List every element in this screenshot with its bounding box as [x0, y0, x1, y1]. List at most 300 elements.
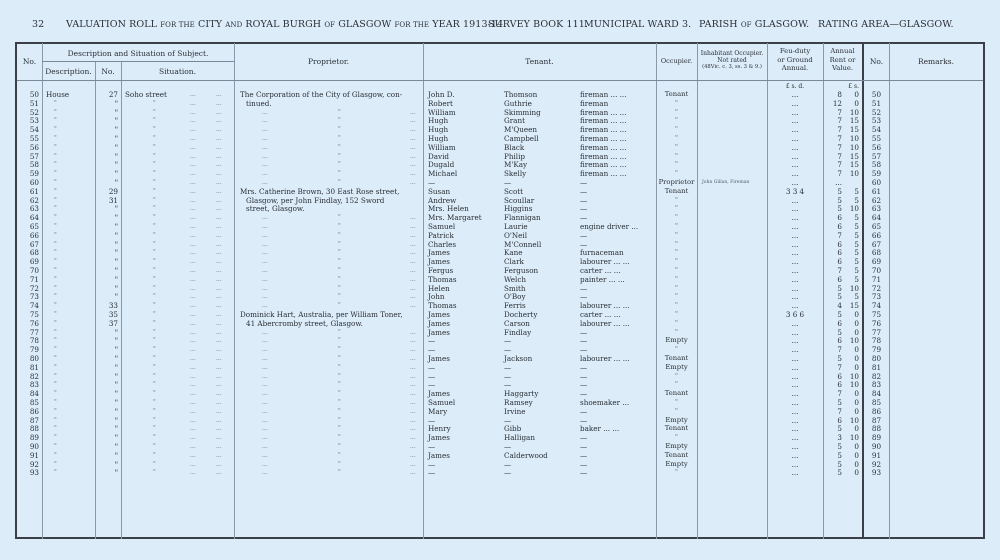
- annual-pounds: 7: [837, 406, 842, 416]
- description: ": [54, 249, 57, 257]
- situation: ": [153, 179, 156, 186]
- street-number: ": [114, 160, 118, 170]
- description: ": [54, 363, 57, 371]
- occupier-status: ": [674, 327, 679, 336]
- situation-leader: ...: [216, 214, 222, 222]
- situation-leader: ...: [216, 407, 222, 415]
- feu-duty: ...: [791, 380, 799, 390]
- tenant-surname: O'Neil: [504, 230, 528, 240]
- entry-no-right: 89: [871, 433, 882, 443]
- situation: ": [153, 328, 156, 336]
- situation: ": [153, 249, 156, 257]
- proprietor-ditto: ": [338, 249, 341, 257]
- table-row: [0, 292, 1000, 301]
- tenant-occupation: baker ... ...: [580, 424, 620, 434]
- street-number: ": [114, 415, 118, 425]
- situation-leader: ...: [190, 126, 196, 134]
- street-number: ": [114, 345, 118, 355]
- annual-pounds: 5: [837, 327, 842, 337]
- annual-pounds: 7: [837, 151, 842, 161]
- entry-no: 67: [29, 239, 39, 249]
- proprietor-leader: ...: [410, 460, 416, 468]
- proprietor-ditto: ": [338, 267, 341, 274]
- header-desc-group: Description and Situation of Subject.: [67, 49, 209, 58]
- feu-units: £ s. d.: [785, 83, 805, 90]
- occupier-status: ": [674, 345, 679, 354]
- table-row: [0, 143, 1000, 152]
- annual-shillings: 5: [854, 239, 859, 249]
- situation-leader: ...: [190, 399, 196, 406]
- tenant-surname: Grant: [504, 116, 525, 126]
- tenant-occupation: fireman: [580, 98, 609, 108]
- header-situation: Situation.: [159, 67, 196, 76]
- annual-pounds: 5: [837, 204, 842, 214]
- street-number: ": [114, 398, 118, 407]
- proprietor-leader: ...: [410, 328, 416, 336]
- annual-pounds: 7: [837, 169, 842, 179]
- proprietor-ditto: ": [338, 152, 341, 160]
- tenant-surname: Haggarty: [504, 389, 539, 399]
- proprietor-leader: ...: [410, 143, 416, 151]
- page-header: [0, 19, 1000, 33]
- street-number: ": [114, 169, 118, 179]
- tenant-first-name: Mrs. Margaret: [428, 213, 482, 223]
- proprietor: ...: [262, 135, 268, 142]
- proprietor: ...: [262, 381, 268, 389]
- proprietor: ...: [262, 231, 268, 239]
- street-number: ": [114, 459, 118, 469]
- situation-leader: ...: [216, 231, 222, 239]
- situation: Soho street: [125, 90, 167, 99]
- entry-no: 51: [29, 98, 39, 108]
- tenant-surname: Laurie: [504, 222, 528, 231]
- street-number: ": [114, 257, 118, 267]
- entry-no: 83: [29, 380, 39, 390]
- header-line: Value.: [831, 64, 854, 72]
- situation-leader: ...: [216, 363, 222, 371]
- situation-leader: ...: [216, 293, 222, 301]
- entry-no: 55: [29, 134, 39, 143]
- tenant-first-name: William: [428, 107, 456, 117]
- annual-pounds: 6: [837, 415, 842, 425]
- street-number: ": [114, 239, 118, 249]
- occupier-status: ": [674, 248, 679, 257]
- tenant-first-name: James: [428, 354, 450, 363]
- tenant-first-name: Susan: [428, 186, 451, 196]
- proprietor: street, Glasgow.: [246, 204, 305, 214]
- tenant-occupation: fireman ... ...: [580, 160, 627, 170]
- annual-pounds: 5: [837, 442, 842, 451]
- situation-leader: ...: [190, 135, 196, 142]
- street-number: ": [114, 230, 118, 240]
- tenant-first-name: John: [428, 292, 445, 302]
- situation-leader: ...: [190, 381, 196, 389]
- table-row: [0, 134, 1000, 143]
- table-row: [0, 284, 1000, 293]
- table-row: [0, 301, 1000, 310]
- inhabitant-occupier: John Gillan, Fireman: [702, 180, 750, 185]
- tenant-surname: Irvine: [504, 406, 526, 416]
- proprietor-ditto: ": [338, 231, 341, 239]
- street-number: ": [114, 178, 118, 187]
- situation: ": [153, 108, 156, 116]
- annual-pounds: 6: [837, 222, 842, 231]
- proprietor: ...: [262, 399, 268, 406]
- tenant-surname: Docherty: [504, 310, 538, 319]
- roll-title: [66, 19, 506, 30]
- annual-shillings: 15: [849, 301, 859, 311]
- tenant-surname: Higgins: [504, 204, 533, 214]
- proprietor: ...: [262, 469, 268, 477]
- tenant-occupation: furnaceman: [580, 248, 624, 258]
- proprietor-ditto: ": [338, 381, 341, 389]
- situation-leader: ...: [190, 363, 196, 371]
- situation-leader: ...: [216, 434, 222, 442]
- tenant-occupation: —: [580, 450, 588, 460]
- header-tenant: Tenant.: [525, 57, 554, 66]
- proprietor: Dominick Hart, Australia, per William Toner,: [240, 310, 403, 319]
- situation: ": [153, 275, 156, 283]
- tenant-first-name: —: [428, 468, 436, 478]
- tenant-occupation: —: [580, 195, 588, 205]
- situation-leader: ...: [216, 205, 222, 213]
- annual-pounds: 4: [837, 301, 842, 311]
- annual-shillings: 5: [854, 257, 859, 267]
- situation-leader: ...: [190, 469, 196, 477]
- header-occupier: Occupier.: [660, 57, 693, 65]
- entry-no: 50: [29, 90, 39, 99]
- situation: ": [153, 407, 156, 415]
- tenant-first-name: James: [428, 327, 450, 337]
- tenant-occupation: —: [580, 178, 588, 187]
- situation: ": [153, 434, 156, 442]
- street-number: ": [114, 204, 118, 214]
- situation: ": [153, 205, 156, 213]
- situation-leader: ...: [190, 451, 196, 459]
- tenant-first-name: James: [428, 248, 450, 258]
- situation-leader: ...: [216, 284, 222, 292]
- table-row: [0, 169, 1000, 178]
- entry-no: 71: [29, 274, 39, 284]
- entry-no-right: 86: [871, 406, 882, 416]
- title-part: FOR THE: [394, 21, 430, 29]
- occupier-status: ": [674, 116, 679, 125]
- occupier-status: ": [674, 239, 679, 248]
- entry-no-right: 67: [871, 239, 882, 249]
- entry-no-right: 90: [871, 442, 882, 451]
- description: ": [54, 319, 57, 327]
- situation-leader: ...: [216, 258, 222, 266]
- entry-no-right: 53: [871, 116, 882, 126]
- street-number: ": [114, 327, 118, 337]
- header-line: (48Vic. c. 3, ss. 3 & 9.): [702, 64, 762, 70]
- occupier-status: Tenant: [664, 424, 689, 433]
- proprietor-leader: ...: [410, 117, 416, 125]
- table-row: [0, 380, 1000, 389]
- proprietor-ditto: ": [338, 223, 341, 230]
- entry-no: 93: [29, 468, 39, 478]
- situation: ": [153, 135, 156, 142]
- tenant-surname: Flannigan: [504, 213, 541, 223]
- feu-duty: ...: [791, 345, 799, 355]
- proprietor-leader: ...: [410, 161, 416, 169]
- tenant-first-name: Patrick: [428, 230, 454, 240]
- table-row: [0, 90, 1000, 99]
- situation: ": [153, 319, 156, 327]
- table-row: [0, 231, 1000, 240]
- entry-no-right: 61: [871, 186, 882, 196]
- header-description: Description.: [45, 67, 92, 76]
- feu-duty: ...: [791, 292, 799, 302]
- tenant-occupation: labourer ... ...: [580, 354, 630, 363]
- description: ": [54, 337, 57, 345]
- entry-no-right: 73: [871, 292, 882, 302]
- annual-pounds: 6: [837, 318, 842, 328]
- tenant-surname: Ferris: [504, 301, 526, 311]
- occupier-status: ": [674, 160, 679, 169]
- situation: ": [153, 416, 156, 424]
- entry-no: 84: [29, 389, 39, 399]
- proprietor: ...: [262, 363, 268, 371]
- feu-duty: ...: [791, 336, 799, 346]
- proprietor-ditto: ": [338, 425, 341, 433]
- feu-duty: 3 3 4: [785, 186, 805, 196]
- proprietor: ...: [262, 434, 268, 442]
- tenant-first-name: Fergus: [428, 266, 454, 275]
- tenant-occupation: —: [580, 204, 588, 214]
- tenant-surname: Clark: [504, 257, 524, 267]
- tenant-surname: Welch: [504, 274, 527, 284]
- feu-duty: ...: [791, 257, 799, 267]
- entry-no: 66: [29, 230, 39, 240]
- street-number: ": [114, 283, 118, 293]
- tenant-first-name: Hugh: [428, 116, 449, 126]
- situation-leader: ...: [190, 407, 196, 415]
- situation-leader: ...: [216, 267, 222, 274]
- tenant-surname: Halligan: [504, 433, 535, 443]
- proprietor-leader: ...: [410, 425, 416, 433]
- occupier-status: ": [674, 142, 679, 151]
- table-row: [0, 451, 1000, 460]
- proprietor-ditto: ": [338, 161, 341, 169]
- description: ": [54, 135, 57, 142]
- entry-no: 53: [29, 116, 39, 126]
- proprietor-ditto: ": [338, 355, 341, 362]
- entry-no: 73: [29, 292, 39, 302]
- annual-pounds: 7: [837, 134, 842, 143]
- entry-no-right: 76: [871, 318, 882, 328]
- situation-leader: ...: [216, 223, 222, 230]
- description: ": [54, 187, 57, 195]
- entry-no-right: 93: [871, 468, 882, 478]
- description: ": [54, 443, 57, 450]
- entry-no: 82: [29, 371, 39, 381]
- description: House: [46, 90, 70, 99]
- proprietor-leader: ...: [410, 126, 416, 134]
- annual-shillings: 0: [854, 450, 859, 460]
- annual-pounds: 6: [837, 274, 842, 284]
- proprietor-ditto: ": [338, 363, 341, 371]
- table-row: [0, 363, 1000, 372]
- description: ": [54, 293, 57, 301]
- proprietor-ditto: ": [338, 275, 341, 283]
- proprietor: tinued.: [246, 98, 272, 108]
- header-proprietor: Proprietor.: [307, 57, 350, 66]
- annual-pounds: 7: [837, 230, 842, 240]
- description: ": [54, 469, 57, 477]
- annual-pounds: 5: [837, 195, 842, 205]
- proprietor-ditto: ": [338, 407, 341, 415]
- situation-leader: ...: [216, 381, 222, 389]
- street-number: ": [114, 98, 118, 108]
- description: ": [54, 214, 57, 222]
- tenant-surname: Scott: [504, 186, 524, 196]
- tenant-first-name: James: [428, 433, 450, 443]
- description: ": [54, 451, 57, 459]
- annual-shillings: 10: [849, 283, 859, 293]
- situation-leader: ...: [216, 372, 222, 380]
- title-part: AND: [225, 21, 243, 29]
- description: ": [54, 108, 57, 116]
- situation-leader: ...: [190, 214, 196, 222]
- entry-no: 68: [29, 248, 39, 258]
- header-divider: [17, 80, 983, 81]
- entry-no-right: 74: [871, 301, 882, 311]
- table-row: [0, 160, 1000, 169]
- tenant-first-name: Mrs. Helen: [428, 204, 469, 214]
- street-number: ": [114, 134, 118, 143]
- annual-shillings: 0: [854, 362, 859, 372]
- proprietor: ...: [262, 416, 268, 424]
- proprietor: ...: [262, 108, 268, 116]
- proprietor: Mrs. Catherine Brown, 30 East Rose street,: [240, 186, 400, 196]
- situation: ": [153, 372, 156, 380]
- annual-pounds: 5: [837, 459, 842, 469]
- situation-leader: ...: [216, 390, 222, 398]
- street-number: ": [114, 292, 118, 302]
- street-number: ": [114, 125, 118, 135]
- situation-leader: ...: [216, 135, 222, 142]
- situation: ": [153, 143, 156, 151]
- annual-pounds: 6: [837, 248, 842, 258]
- situation-leader: ...: [190, 187, 196, 195]
- description: ": [54, 240, 57, 248]
- situation-leader: ...: [190, 328, 196, 336]
- tenant-surname: Gibb: [504, 424, 522, 434]
- proprietor: ...: [262, 460, 268, 468]
- feu-duty: ...: [791, 160, 799, 170]
- table-row: [0, 319, 1000, 328]
- tenant-surname: Skelly: [504, 169, 527, 179]
- proprietor-ditto: ": [338, 143, 341, 151]
- tenant-first-name: —: [428, 459, 436, 469]
- situation-leader: ...: [190, 416, 196, 424]
- situation-leader: ...: [190, 99, 196, 107]
- feu-duty: 3 6 6: [785, 310, 805, 319]
- feu-duty: ...: [791, 230, 799, 240]
- tenant-first-name: Samuel: [428, 222, 456, 231]
- proprietor-ditto: ": [338, 460, 341, 468]
- situation-leader: ...: [190, 311, 196, 318]
- parish-part: GLASGOW.: [754, 19, 810, 30]
- tenant-first-name: James: [428, 450, 450, 460]
- tenant-occupation: fireman ... ...: [580, 151, 627, 161]
- occupier-status: ": [674, 468, 679, 477]
- entry-no-right: 85: [871, 398, 882, 407]
- proprietor-leader: ...: [410, 240, 416, 248]
- situation-leader: ...: [190, 161, 196, 169]
- situation-leader: ...: [190, 170, 196, 178]
- feu-duty: ...: [791, 169, 799, 179]
- tenant-surname: Jackson: [504, 354, 533, 363]
- annual-pounds: 7: [837, 266, 842, 275]
- entry-no-right: 83: [871, 380, 882, 390]
- situation-leader: ...: [216, 460, 222, 468]
- tenant-first-name: —: [428, 371, 436, 381]
- tenant-surname: —: [504, 442, 512, 451]
- table-row: [0, 468, 1000, 477]
- situation: ": [153, 161, 156, 169]
- situation-leader: ...: [190, 302, 196, 310]
- tenant-surname: M'Queen: [504, 125, 537, 135]
- title-part: FOR THE: [160, 21, 195, 29]
- annual-pounds: 6: [837, 336, 842, 346]
- proprietor-leader: ...: [410, 469, 416, 477]
- tenant-surname: —: [504, 415, 512, 425]
- description: ": [54, 399, 57, 406]
- proprietor-leader: ...: [410, 293, 416, 301]
- proprietor: ...: [262, 267, 268, 274]
- occupier-status: ": [674, 230, 679, 239]
- annual-pounds: 5: [837, 468, 842, 478]
- annual-shillings: 10: [849, 107, 859, 117]
- situation-leader: ...: [190, 267, 196, 274]
- situation-leader: ...: [216, 346, 222, 354]
- occupier-status: ": [674, 257, 679, 266]
- description: ": [54, 117, 57, 125]
- proprietor: ...: [262, 425, 268, 433]
- annual-shillings: 0: [854, 345, 859, 355]
- street-number: ": [114, 151, 118, 161]
- entry-no: 80: [29, 354, 39, 363]
- tenant-surname: Calderwood: [504, 450, 548, 460]
- proprietor-leader: ...: [410, 214, 416, 222]
- situation-leader: ...: [216, 328, 222, 336]
- annual-pounds: ...: [835, 178, 842, 187]
- entry-no: 86: [29, 406, 39, 416]
- street-number: ": [114, 274, 118, 284]
- situation: ": [153, 337, 156, 345]
- occupier-status: ": [674, 283, 679, 292]
- proprietor-leader: ...: [410, 152, 416, 160]
- occupier-status: Tenant: [664, 90, 689, 98]
- entry-no-right: 52: [871, 107, 882, 117]
- proprietor: ...: [262, 179, 268, 186]
- situation-leader: ...: [190, 231, 196, 239]
- feu-duty: ...: [791, 116, 799, 126]
- tenant-occupation: fireman ... ...: [580, 142, 627, 152]
- feu-duty: ...: [791, 125, 799, 135]
- entry-no-right: 84: [871, 389, 882, 399]
- situation-leader: ...: [190, 293, 196, 301]
- tenant-occupation: fireman ... ...: [580, 125, 627, 135]
- description: ": [54, 275, 57, 283]
- tenant-first-name: James: [428, 310, 450, 319]
- entry-no: 92: [29, 459, 39, 469]
- annual-pounds: 12: [832, 98, 842, 108]
- tenant-occupation: —: [580, 371, 588, 381]
- situation-leader: ...: [190, 152, 196, 160]
